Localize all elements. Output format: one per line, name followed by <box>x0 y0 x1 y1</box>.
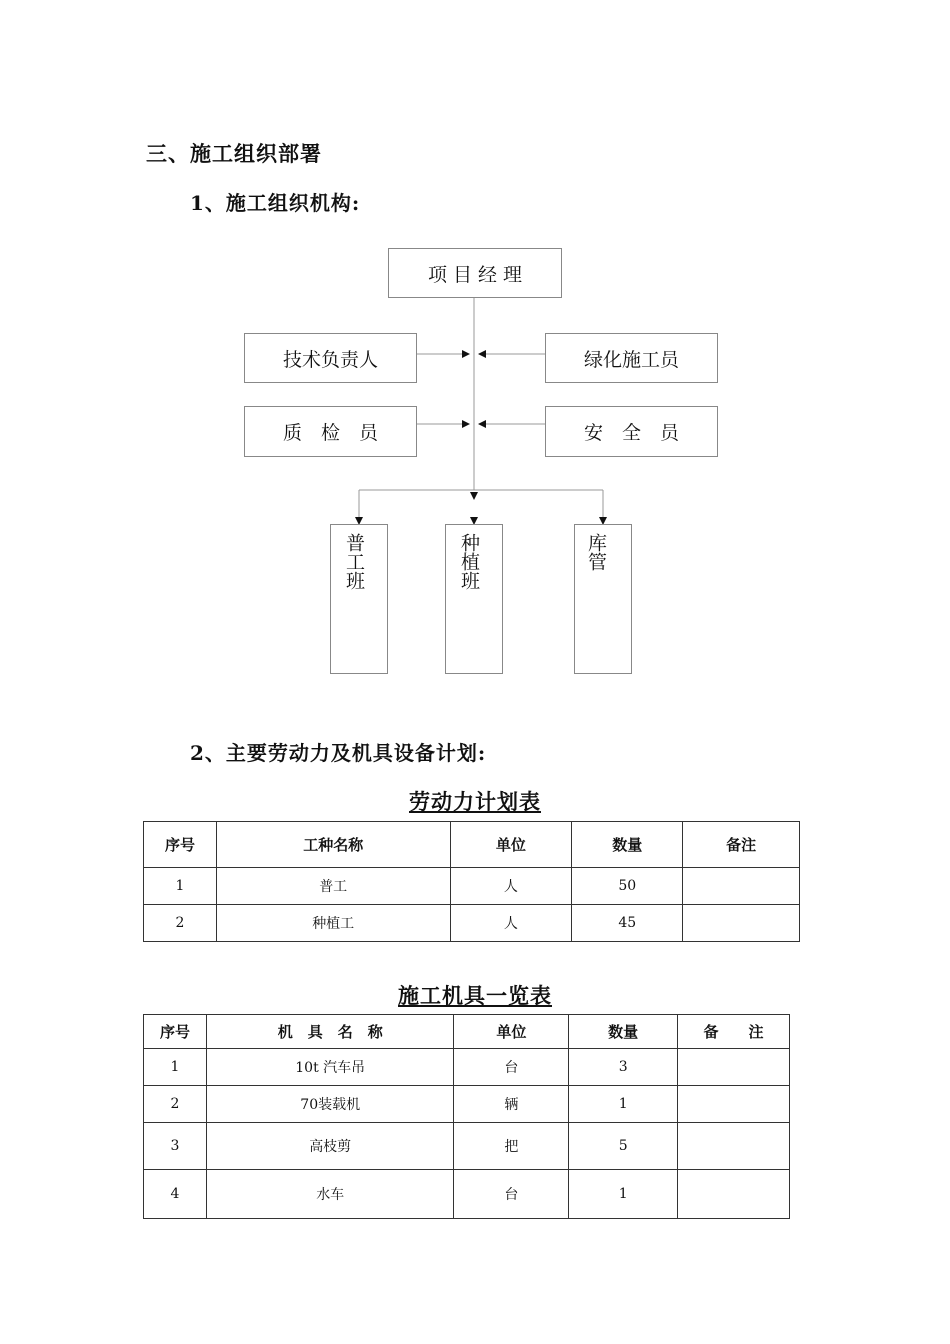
cell-unit: 辆 <box>454 1086 569 1123</box>
table-row <box>144 1170 790 1219</box>
subsection-resources-title: 2、主要劳动力及机具设备计划: <box>190 741 487 765</box>
machine-header-index: 序号 <box>144 1015 207 1049</box>
cell-quantity: 3 <box>569 1049 678 1086</box>
machine-table <box>143 1014 790 1219</box>
machine-table-caption: 施工机具一览表 <box>398 983 552 1008</box>
cell-index: 1 <box>144 1049 207 1086</box>
labor-header-remarks: 备注 <box>683 822 800 868</box>
cell-quantity: 45 <box>572 905 683 942</box>
org-box-safety-officer: 安 全 员 <box>545 406 718 457</box>
cell-unit: 台 <box>454 1170 569 1219</box>
cell-name: 高枝剪 <box>206 1123 454 1170</box>
cell-trade: 普工 <box>216 868 450 905</box>
machine-header-remarks: 备 注 <box>678 1015 790 1049</box>
cell-quantity: 1 <box>569 1170 678 1219</box>
labor-table-caption: 劳动力计划表 <box>409 789 541 814</box>
cell-unit: 人 <box>450 905 572 942</box>
cell-quantity: 1 <box>569 1086 678 1123</box>
cell-index: 2 <box>144 905 217 942</box>
labor-header-unit: 单位 <box>450 822 572 868</box>
cell-name: 70装载机 <box>206 1086 454 1123</box>
labor-table-header <box>144 822 800 868</box>
subsection-org-title: 1、施工组织机构: <box>190 191 361 215</box>
machine-header-unit: 单位 <box>454 1015 569 1049</box>
cell-index: 2 <box>144 1086 207 1123</box>
org-box-project-manager: 项 目 经 理 <box>388 248 562 298</box>
cell-unit: 台 <box>454 1049 569 1086</box>
section-title: 三、施工组织部署 <box>146 141 322 166</box>
labor-header-index: 序号 <box>144 822 217 868</box>
labor-header-quantity: 数量 <box>572 822 683 868</box>
table-row <box>144 1123 790 1170</box>
cell-remarks <box>678 1170 790 1219</box>
cell-remarks <box>678 1049 790 1086</box>
table-row <box>144 905 800 942</box>
cell-remarks <box>683 868 800 905</box>
table-row <box>144 1086 790 1123</box>
cell-name: 水车 <box>206 1170 454 1219</box>
cell-index: 4 <box>144 1170 207 1219</box>
org-box-greening-worker: 绿化施工员 <box>545 333 718 383</box>
cell-remarks <box>678 1123 790 1170</box>
org-box-warehouse: 库管 <box>574 524 632 674</box>
cell-index: 3 <box>144 1123 207 1170</box>
labor-table <box>143 821 800 942</box>
labor-header-trade: 工种名称 <box>216 822 450 868</box>
org-box-general-team: 普工班 <box>330 524 388 674</box>
org-box-quality-inspector: 质 检 员 <box>244 406 417 457</box>
cell-quantity: 5 <box>569 1123 678 1170</box>
table-row <box>144 868 800 905</box>
machine-header-quantity: 数量 <box>569 1015 678 1049</box>
machine-table-header <box>144 1015 790 1049</box>
cell-name: 10t 汽车吊 <box>206 1049 454 1086</box>
org-box-tech-lead: 技术负责人 <box>244 333 417 383</box>
machine-header-name: 机 具 名 称 <box>206 1015 454 1049</box>
cell-quantity: 50 <box>572 868 683 905</box>
cell-trade: 种植工 <box>216 905 450 942</box>
cell-index: 1 <box>144 868 217 905</box>
table-row <box>144 1049 790 1086</box>
cell-remarks <box>683 905 800 942</box>
cell-remarks <box>678 1086 790 1123</box>
org-box-planting-team: 种植班 <box>445 524 503 674</box>
cell-unit: 人 <box>450 868 572 905</box>
cell-unit: 把 <box>454 1123 569 1170</box>
